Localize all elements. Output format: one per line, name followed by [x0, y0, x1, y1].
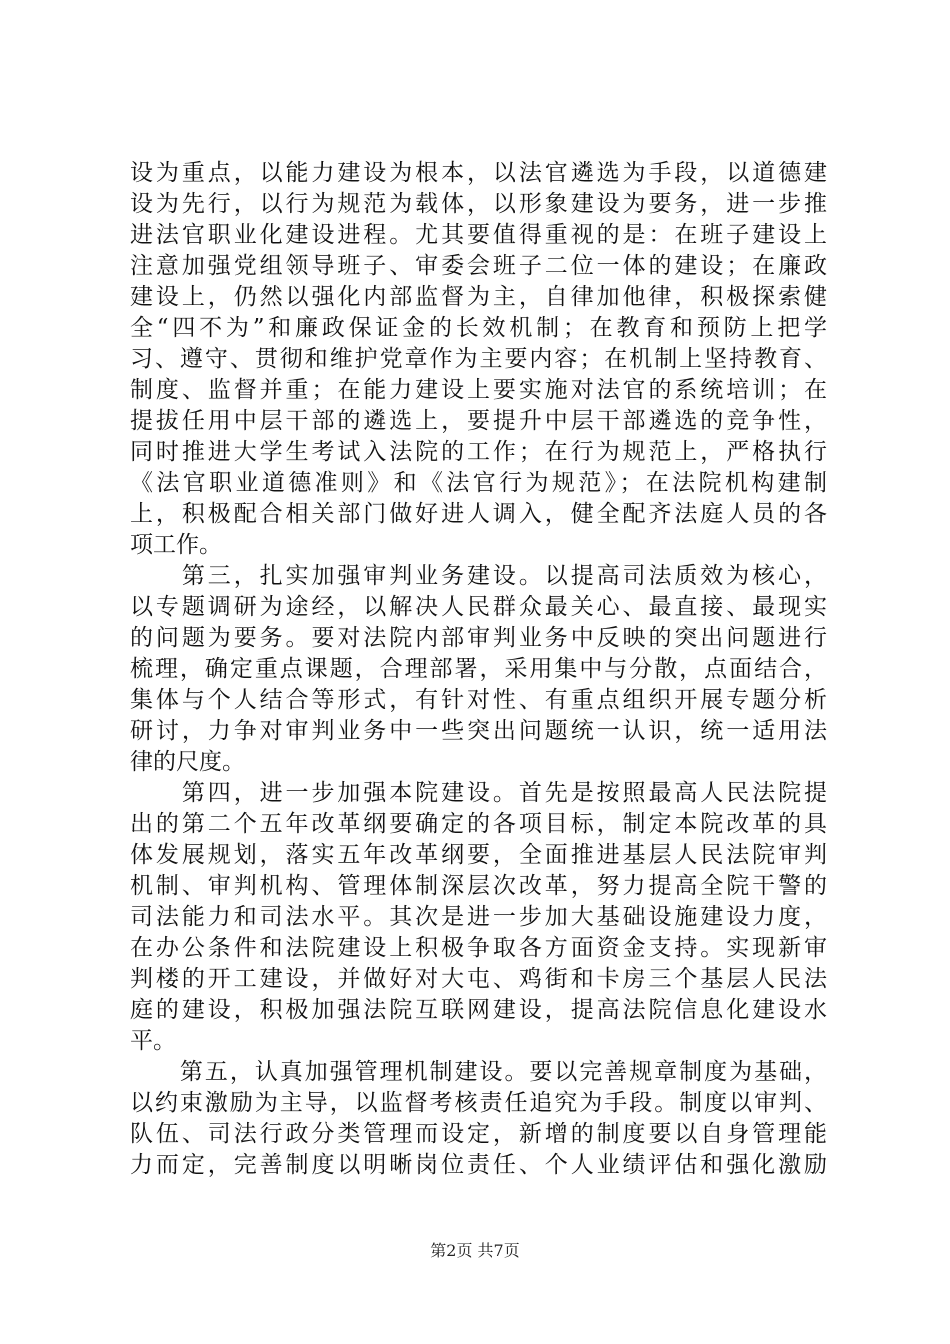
text-line: 注意加强党组领导班子、审委会班子二位一体的建设；在廉政 [130, 253, 827, 279]
text-line: 制度、监督并重；在能力建设上要实施对法官的系统培训；在 [130, 377, 827, 403]
text-line: 研讨，力争对审判业务中一些突出问题统一认识，统一适用法 [130, 718, 827, 744]
text-line: 以约束激励为主导，以监督考核责任追究为手段。制度以审判、 [130, 1090, 827, 1116]
text-line: 同时推进大学生考试入法院的工作；在行为规范上，严格执行 [130, 439, 827, 465]
text-line: 平。 [130, 1028, 176, 1054]
text-line: 项工作。 [130, 532, 222, 558]
text-line: 上，积极配合相关部门做好进人调入，健全配齐法庭人员的各 [130, 501, 827, 527]
text-line: 进法官职业化建设进程。尤其要值得重视的是：在班子建设上 [130, 222, 827, 248]
page-footer: 第2页 共7页 [430, 1241, 520, 1260]
text-line: 判楼的开工建设，并做好对大屯、鸡街和卡房三个基层人民法 [130, 966, 827, 992]
text-line: 以专题调研为途经，以解决人民群众最关心、最直接、最现实 [130, 594, 827, 620]
text-line: 提拔任用中层干部的遴选上，要提升中层干部遴选的竞争性， [130, 408, 827, 434]
text-line: 建设上，仍然以强化内部监督为主，自律加他律，积极探索健 [130, 284, 827, 310]
text-line: 队伍、司法行政分类管理而设定，新增的制度要以自身管理能 [130, 1121, 827, 1147]
text-line: 在办公条件和法院建设上积极争取各方面资金支持。实现新审 [130, 935, 827, 961]
text-line: 设为重点，以能力建设为根本，以法官遴选为手段，以道德建 [130, 160, 827, 186]
document-body [130, 158, 827, 1181]
text-line: 《法官职业道德准则》和《法官行为规范》；在法院机构建制 [130, 470, 827, 496]
text-line: 第四，进一步加强本院建设。首先是按照最高人民法院提 [130, 780, 827, 806]
text-line: 律的尺度。 [130, 749, 245, 775]
text-line: 设为先行，以行为规范为载体，以形象建设为要务，进一步推 [130, 191, 827, 217]
text-line: 全“四不为”和廉政保证金的长效机制；在教育和预防上把学 [130, 315, 827, 341]
text-line: 庭的建设，积极加强法院互联网建设，提高法院信息化建设水 [130, 997, 827, 1023]
text-line: 集体与个人结合等形式，有针对性、有重点组织开展专题分析 [130, 687, 827, 713]
text-line: 力而定，完善制度以明晰岗位责任、个人业绩评估和强化激励 [130, 1152, 827, 1178]
text-line: 出的第二个五年改革纲要确定的各项目标，制定本院改革的具 [130, 811, 827, 837]
text-line: 司法能力和司法水平。其次是进一步加大基础设施建设力度， [130, 904, 827, 930]
text-line: 机制、审判机构、管理体制深层次改革，努力提高全院干警的 [130, 873, 827, 899]
text-line: 第三，扎实加强审判业务建设。以提高司法质效为核心， [130, 563, 827, 589]
text-line: 梳理，确定重点课题，合理部署，采用集中与分散，点面结合， [130, 656, 827, 682]
text-line: 第五，认真加强管理机制建设。要以完善规章制度为基础， [130, 1059, 827, 1085]
text-line: 的问题为要务。要对法院内部审判业务中反映的突出问题进行 [130, 625, 827, 651]
text-line: 习、遵守、贯彻和维护党章作为主要内容；在机制上坚持教育、 [130, 346, 827, 372]
text-line: 体发展规划，落实五年改革纲要，全面推进基层人民法院审判 [130, 842, 827, 868]
